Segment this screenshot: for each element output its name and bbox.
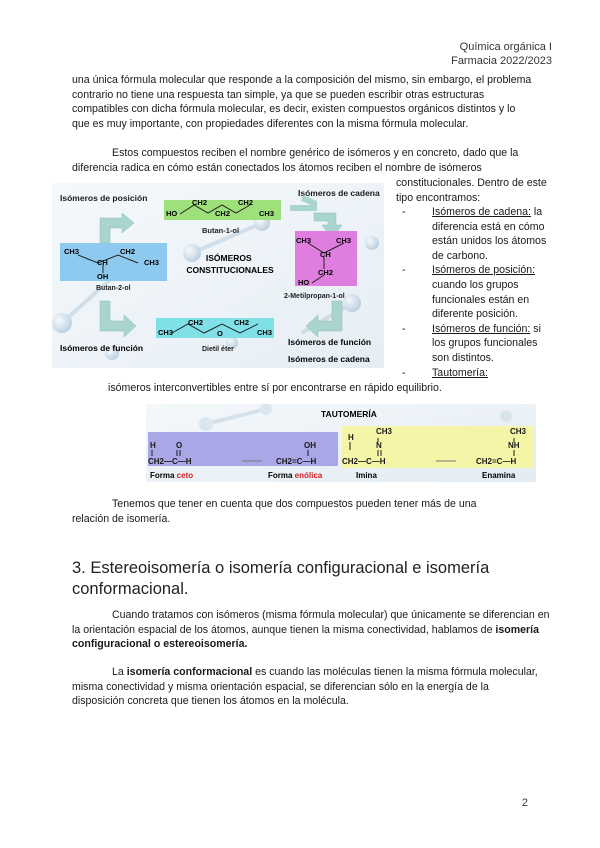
svg-text:N: N xyxy=(376,441,382,450)
atom-ch3: CH3 xyxy=(257,328,273,337)
atom-ch3: CH3 xyxy=(336,236,352,245)
svg-text:NH: NH xyxy=(508,441,520,450)
desc-cadena: la diferencia está en cómo están unidos los átomos de carbono. xyxy=(432,206,547,262)
label-isomeros-cadena-bottom: Isómeros de cadena xyxy=(288,354,370,364)
paragraph-isomeros-cont: constitucionales. Dentro de este tipo encontramos: xyxy=(396,177,547,204)
svg-text:H: H xyxy=(348,433,354,442)
desc-funcion: si los grupos funcionales son distintos. xyxy=(432,322,541,364)
term-cadena: Isómeros de cadena: xyxy=(432,206,531,218)
term-tautomeria: Tautomería: xyxy=(432,366,488,379)
list-item xyxy=(396,366,556,381)
page-header xyxy=(451,40,552,68)
label-forma-enolica: Forma enólica xyxy=(268,471,323,480)
atom-ho: HO xyxy=(298,278,310,287)
atom-ch3: CH3 xyxy=(296,236,312,245)
atom-ch2: CH2 xyxy=(120,247,136,256)
svg-text:CH3: CH3 xyxy=(376,427,393,436)
atom-ch: CH xyxy=(320,250,331,259)
atom-o: O xyxy=(217,329,223,338)
term-posicion: Isómeros de posición: xyxy=(432,264,536,277)
term-isomeria-conformacional: isomería conformacional xyxy=(126,666,253,678)
atom-ch3: CH3 xyxy=(259,209,275,218)
paragraph-relacion-isomeria: Tenemos que tener en cuenta que dos compuestos pueden tener más de una relación de isomería. xyxy=(72,498,477,525)
list-dash: - xyxy=(402,366,406,379)
svg-text:CH2=C—H: CH2=C—H xyxy=(476,457,517,466)
header-degree: Farmacia 2022/2023 xyxy=(451,55,552,67)
section-title: 3. Estereoisomería o isomería configuracional e isomería conformacional. xyxy=(72,559,490,598)
label-isomeros-posicion: Isómeros de posición xyxy=(60,193,148,203)
tautomeria-figure xyxy=(146,404,536,482)
atom-ch3: CH3 xyxy=(144,258,160,267)
svg-text:OH: OH xyxy=(304,441,316,450)
atom-ch3: CH3 xyxy=(158,328,174,337)
list-dash: - xyxy=(402,264,406,277)
isomer-types-list xyxy=(396,205,556,380)
svg-text:H: H xyxy=(150,441,156,450)
mol-butan-1-ol: Butan-1-ol xyxy=(202,226,240,235)
svg-text:CH2—C—H: CH2—C—H xyxy=(148,457,192,466)
mol-metilpropanol: 2-Metilpropan-1-ol xyxy=(284,293,345,300)
mol-dietil-eter: Dietil éter xyxy=(202,346,234,353)
paragraph-estereoisomeria: Cuando tratamos con isómeros (misma fórmula molecular) que únicamente se diferencian en la orientación espacial de los átomos, aunque tienen la misma conectividad, hablamos de isomería configuracional o estereoisomería. xyxy=(72,609,550,651)
atom-ch2: CH2 xyxy=(238,198,254,207)
atom-ch2: CH2 xyxy=(318,268,334,277)
list-item xyxy=(396,263,556,321)
tautomeria-title: TAUTOMERÍA xyxy=(321,409,377,419)
svg-text:CH2=C—H: CH2=C—H xyxy=(276,457,317,466)
label-imina: Imina xyxy=(356,471,377,480)
desc-posicion: cuando los grupos funcionales están en diferente posición. xyxy=(432,278,530,321)
paragraph-isomeros: Estos compuestos reciben el nombre genérico de isómeros y en concreto, dado que la diferencia radica en cómo están conectados los átomos reciben el nombre de isómeros xyxy=(72,147,519,174)
label-isomeros-cadena-top: Isómeros de cadena xyxy=(298,188,380,198)
header-course: Química orgánica I xyxy=(459,41,552,53)
atom-ch: CH xyxy=(97,258,108,267)
list-dash: - xyxy=(402,206,406,218)
atom-ch2: CH2 xyxy=(192,198,208,207)
center-title: ISÓMEROS CONSTITUCIONALES xyxy=(186,253,274,275)
svg-text:CH3: CH3 xyxy=(510,427,527,436)
atom-ho: HO xyxy=(166,209,178,218)
svg-text:O: O xyxy=(176,441,183,450)
constitutional-isomers-figure xyxy=(52,183,384,368)
atom-ch2: CH2 xyxy=(234,318,250,327)
atom-ch3: CH3 xyxy=(64,247,80,256)
intro-paragraph: una única fórmula molecular que responde a la composición del mismo, sin embargo, el problema contrario no tiene una respuesta tan simple, ya que se pueden escribir otras estructuras compatibles con dicha fórmula molecular, es decir, existen compuestos orgánicos distintos y lo que es muy importante, con propiedades diferentes con la misma fórmula molecular. xyxy=(72,74,532,130)
term-funcion: Isómeros de función: xyxy=(432,322,531,335)
mol-butan-2-ol: Butan-2-ol xyxy=(96,285,131,292)
list-item xyxy=(396,205,556,263)
label-forma-ceto: Forma ceto xyxy=(150,471,194,480)
label-isomeros-funcion-left: Isómeros de función xyxy=(60,343,144,353)
atom-ch2: CH2 xyxy=(215,209,231,218)
list-item xyxy=(396,322,556,366)
list-dash: - xyxy=(402,322,406,335)
tautomeria-definition: isómeros interconvertibles entre sí por encontrarse en rápido equilibrio. xyxy=(108,382,442,394)
page-number: 2 xyxy=(521,797,528,809)
label-enamina: Enamina xyxy=(482,471,516,480)
label-isomeros-funcion-right: Isómeros de función xyxy=(288,337,372,347)
paragraph-conformacional: La isomería conformacional es cuando las moléculas tienen la misma fórmula molecular, misma conectividad y misma orientación espacial, se diferencian sólo en la energía de la disposición concreta que tienen los átomos en la molécula. xyxy=(72,666,538,708)
term-estereoisomeria: isomería configuracional o estereoisomería. xyxy=(72,623,539,651)
svg-text:CH2—C—H: CH2—C—H xyxy=(342,457,386,466)
atom-oh: OH xyxy=(97,272,109,281)
atom-ch2: CH2 xyxy=(188,318,204,327)
